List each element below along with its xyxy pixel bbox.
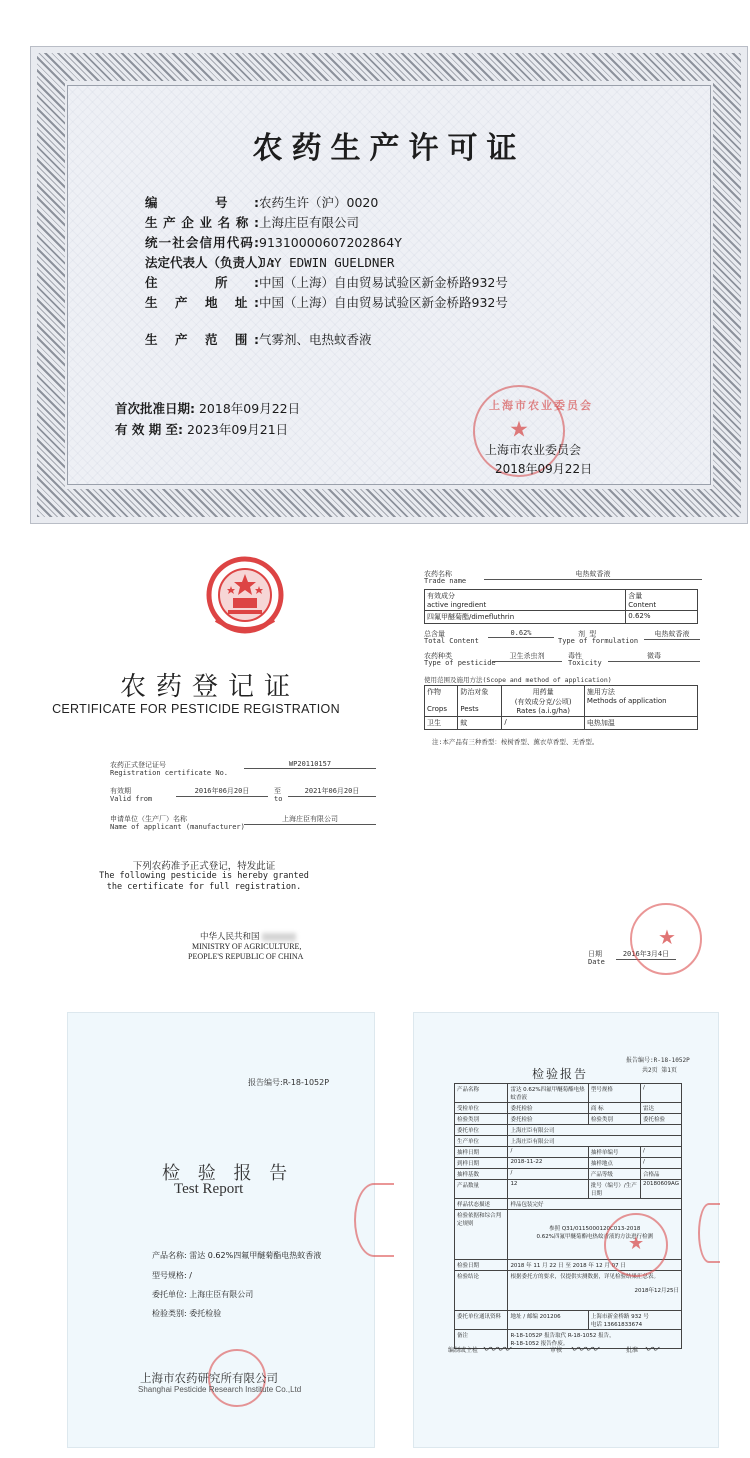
license-title: 农药生产许可证 — [252, 131, 526, 166]
date-label-cn: 日期 — [588, 950, 602, 958]
star-icon: ★ — [658, 925, 676, 949]
type-label-en: Type of pesticide — [424, 659, 496, 667]
scope-header-crops: 作物 Crops — [425, 686, 458, 717]
report-number: 报告编号:R-18-1052P — [248, 1078, 330, 1087]
date-value: 2016年3月4日 — [616, 949, 676, 960]
report-title-cn: 检 验 报 告 — [162, 1163, 294, 1184]
report-seal — [604, 1213, 668, 1277]
category-row: 检验类别: 委托检验 — [152, 1309, 222, 1318]
page-indicator: 共2页 第1页 — [642, 1067, 677, 1074]
trade-name-label-cn: 农药名称 — [424, 570, 452, 578]
sig-label-reviewer: 审核 — [550, 1347, 563, 1354]
total-label-en: Total Content — [424, 637, 479, 645]
license-row-scope: 生 产 范 围:气雾剂、电热蚊香液 — [145, 332, 372, 347]
license-row-production-address: 生 产 地 址:中国（上海）自由贸易试验区新金桥路932号 — [145, 295, 508, 310]
license-issuer: 上海市农业委员会 — [485, 443, 582, 457]
client-row: 委托单位: 上海庄臣有限公司 — [152, 1290, 254, 1299]
edge-seal — [354, 1183, 394, 1257]
product-row: 产品名称: 雷达 0.62%四氟甲醚菊酯电热蚊香液 — [152, 1251, 322, 1260]
sig-label-preparer: 编制或主检 — [448, 1347, 479, 1354]
ministry-cn: 中华人民共和国 — [200, 930, 296, 942]
scope-header-rates: 用药量 (有效成分克/公顷) Rates (a.i.g/ha) — [502, 686, 585, 717]
report-detail-title: 检验报告 — [532, 1067, 589, 1081]
valid-label-cn: 有效期 — [110, 787, 131, 795]
to-label-en: to — [274, 795, 283, 803]
star-icon: ★ — [509, 417, 529, 443]
active-value: 四氟甲醚菊酯/dimefluthrin — [425, 611, 626, 624]
tox-value: 微毒 — [608, 651, 700, 662]
scope-header-pests: 防治对象 Pests — [458, 686, 502, 717]
date-label-en: Date — [588, 958, 605, 966]
registration-title-en: CERTIFICATE FOR PESTICIDE REGISTRATION — [52, 702, 340, 716]
form-label-cn: 剂 型 — [578, 630, 597, 638]
model-row: 型号规格: / — [152, 1271, 192, 1280]
scope-table — [424, 685, 698, 730]
reg-no-label-cn: 农药正式登记证号 — [110, 761, 166, 769]
grant-text-cn: 下列农药准予正式登记，特发此证 — [132, 861, 276, 872]
registration-title-cn: 农药登记证 — [119, 672, 300, 702]
license-row-address: 住 所:中国（上海）自由贸易试验区新金桥路932号 — [145, 275, 508, 290]
reg-no-label-en: Registration certificate No. — [110, 769, 229, 777]
trade-name-label-en: Trade name — [424, 577, 467, 585]
license-issue-date: 2018年09月22日 — [495, 462, 593, 476]
scope-crop: 卫生 — [425, 717, 458, 730]
report-title-en: Test Report — [174, 1181, 244, 1197]
valid-label-en: Valid from — [110, 795, 153, 803]
edge-seal-right — [698, 1203, 720, 1263]
report-info-table: 产品名称 雷达 0.62%四氟甲醚菊酯电热蚊香液 型号规格 / 受检单位 委托检验 商 标 雷达 检验类别 委托检验 检验类别 委托检验 委托单位 上海庄臣有限公司 生产单位 上海庄臣有限公司 抽样日期 / 抽样单编号 / 到样日期 2018-11-22 抽样地点 / 抽样基数 / 产品等级 合格品 产品数量 12 批号（编号）/生产日期 20180609AG 样品状态描述 样品包装完好 检验依据和综合判定规则 参照 Q31/0115000120C013-2018 0.62%四氟甲醚菊酯电热蚊香液的方法进行检测 检验日期 2018 年 11 月 22 日 至 2018 年 12 月 07 日 检验结论 根据委托方的要求，仅提供实测数据，详见检验结果汇总表。 2018年12月25日 委托单位通讯资料 地址 / 邮编 201206 上海市新金桥路 932 号 电话 13661833674 备注 R-18-1052P 报告取代 R-18-1052 报告， R-18-1052 报告作废。 — [454, 1083, 682, 1349]
institute-name-cn: 上海市农药研究所有限公司 — [140, 1371, 278, 1385]
scope-method: 电热加温 — [584, 717, 697, 730]
signature-approver: 〰 — [644, 1342, 658, 1358]
signature-reviewer: 〰〰 — [570, 1342, 598, 1358]
test-report-cover — [67, 1012, 375, 1448]
content-value: 0.62% — [626, 611, 698, 624]
star-icon: ★ — [628, 1233, 645, 1254]
report-number-2: 报告编号:R-18-1052P — [626, 1057, 690, 1064]
active-ingredient-table — [424, 589, 698, 624]
license-row-number: 编 号:农药生许（沪）0020 — [145, 195, 379, 210]
content-label: 含量 Content — [626, 590, 698, 611]
license-validity: 有 效 期 至: 2023年09月21日 — [115, 422, 289, 437]
active-label: 有效成分 active ingredient — [425, 590, 626, 611]
registration-details-page — [408, 555, 708, 995]
tox-label-en: Toxicity — [568, 659, 602, 667]
license-first-approval: 首次批准日期: 2018年09月22日 — [115, 401, 301, 416]
license-row-company: 生产企业名称:上海庄臣有限公司 — [145, 215, 360, 230]
registration-certificate — [0, 538, 400, 992]
tox-label-cn: 毒性 — [568, 652, 582, 660]
type-label-cn: 农药种类 — [424, 652, 452, 660]
sig-label-approver: 批准 — [626, 1347, 639, 1354]
total-label-cn: 总含量 — [424, 630, 445, 638]
grant-text-en-2: the certificate for full registration. — [106, 882, 302, 892]
ministry-seal — [630, 903, 702, 975]
scope-pest: 蚊 — [458, 717, 502, 730]
applicant-label-en: Name of applicant (manufacturer) — [110, 823, 245, 831]
seal-ring-text: 上海市农业委员会 — [489, 399, 593, 412]
ministry-en-1: MINISTRY OF AGRICULTURE, — [192, 942, 302, 951]
scope-header-methods: 施用方法 Methods of application — [584, 686, 697, 717]
ministry-en-2: PEOPLE'S REPUBLIC OF CHINA — [188, 952, 304, 961]
license-row-representative: 法定代表人（负责人）:JAY EDWIN GUELDNER — [145, 255, 395, 270]
total-value: 0.62% — [488, 629, 554, 638]
form-label-en: Type of formulation — [558, 637, 639, 645]
valid-to-value: 2021年06月20日 — [288, 786, 376, 797]
scope-rate: / — [502, 717, 585, 730]
valid-from-value: 2016年06月20日 — [176, 786, 268, 797]
scope-label: 使用范围及施用方法(Scope and method of application) — [424, 676, 612, 684]
reg-no-value: WP20110157 — [244, 760, 376, 769]
trade-name-value: 电热蚊香液 — [484, 569, 702, 580]
form-value: 电热蚊香液 — [644, 629, 700, 640]
institute-name-en: Shanghai Pesticide Research Institute Co.,Ltd — [138, 1385, 302, 1394]
to-label-cn: 至 — [274, 787, 281, 795]
license-row-credit-code: 统一社会信用代码:91310000607202864Y — [145, 235, 402, 250]
applicant-label-cn: 申请单位（生产厂）名称 — [110, 815, 187, 823]
signature-preparer: 〰〰 — [482, 1342, 510, 1358]
grant-text-en-1: The following pesticide is hereby granted — [99, 871, 309, 881]
test-report-detail — [413, 1012, 719, 1448]
scent-note: 注:本产品有三种香型：桉树香型、薰衣草香型、无香型。 — [432, 738, 599, 746]
applicant-value: 上海庄臣有限公司 — [244, 814, 376, 825]
blurred-text — [262, 933, 296, 941]
type-value: 卫生杀虫剂 — [492, 651, 562, 662]
production-license-certificate — [30, 46, 748, 524]
national-emblem-icon — [204, 554, 286, 640]
